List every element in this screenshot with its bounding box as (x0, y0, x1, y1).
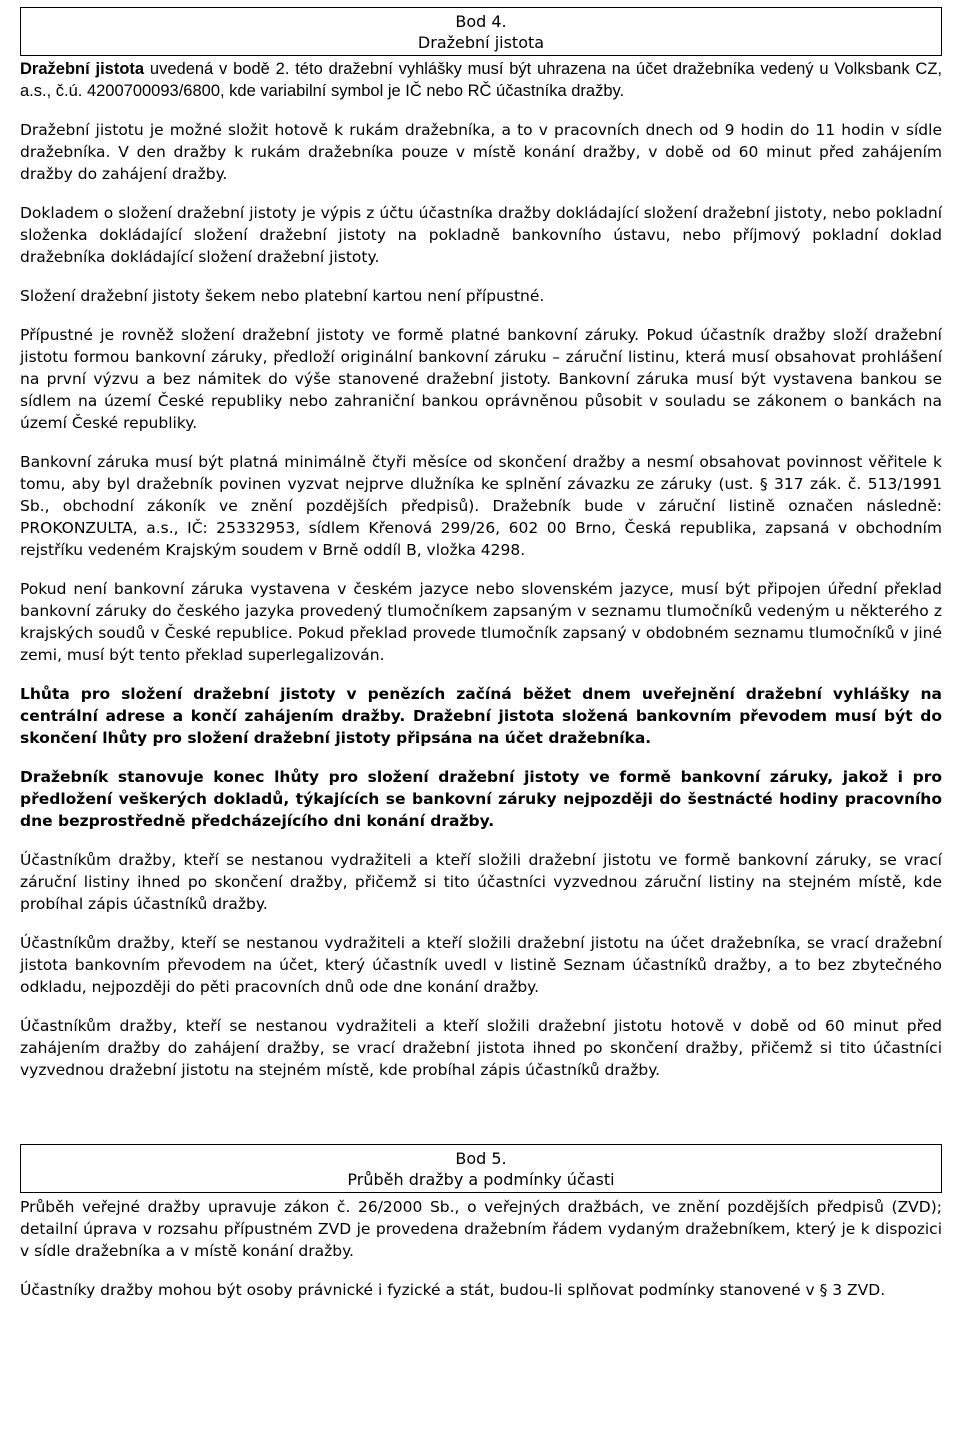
paragraph-guarantee-validity: Bankovní záruka musí být platná minimálně čtyři měsíce od skončení dražby a nesmí obsahovat povinnost věřitele k tomu, aby byl dražebník povinen vyzvat nejprve dlužníka ke splnění závazku ze záruky (ust. § 317 zák. č. 513/1991 Sb., obchodní zákoník ve znění pozdějších předpisů). Dražebník bude v záruční listině označen následně: PROKONZULTA, a.s., IČ: 25332953, sídlem Křenová 299/26, 602 00 Brno, Česká republika, zapsaná v obchodním rejstříku vedeném Krajským soudem v Brně oddíl B, vložka 4298. (20, 453, 942, 559)
document-page (20, 7, 942, 1301)
paragraph-bank-guarantee: Přípustné je rovněž složení dražební jistoty ve formě platné bankovní záruky. Pokud účastník dražby složí dražební jistotu formou bankovní záruky, předloží originální bankovní záruku – záruční listinu, která musí obsahovat prohlášení na první výzvu a bez námitek do výše stanovené dražební jistoty. Bankovní záruka musí být vystavena bankou se sídlem na území České republiky nebo zahraniční bankou oprávněnou působit v souladu se zákonem o bankách na území České republiky. (20, 326, 942, 432)
paragraph-text-continued: V den dražby k rukám dražebníka pouze v místě konání dražby, v době od 60 minut před zahájením dražby do zahájení dražby. (20, 143, 942, 183)
section-4-number: Bod 4. (455, 12, 507, 31)
paragraph-auction-law: Průběh veřejné dražby upravuje zákon č. 26/2000 Sb., o veřejných dražbách, ve znění pozdějších předpisů (ZVD); detailní úprava v rozsahu přípustném ZVD je provedena dražebním řádem vydaným dražebníkem, který je k dispozici v sídle dražebníka a v místě konání dražby. (20, 1198, 942, 1260)
paragraph-return-cash: Účastníkům dražby, kteří se nestanou vydražiteli a kteří složili dražební jistotu hotově v době od 60 minut před zahájením dražby do zahájení dražby, se vrací dražební jistota ihned po skončení dražby, přičemž si tito účastníci vyzvednou dražební jistotu na stejném místě, kde probíhal zápis účastníků dražby. (20, 1017, 942, 1079)
paragraph-text: uvedená v bodě 2. této dražební vyhlášky musí být uhrazena na účet dražebníka vedený u Volksbank CZ, a.s., č.ú. 4200700093/6800, kde variabilní symbol je IČ nebo RČ účastníka dražby. (20, 60, 942, 100)
bold-text: Lhůta pro složení dražební jistoty v penězích začíná běžet dnem uveřejnění dražební vyhlášky na centrální adrese a končí zahájením dražby. Dražební jistota složená bankovním převodem musí být do skončení lhůty pro složení dražební jistoty připsána na účet dražebníka. (20, 685, 942, 747)
paragraph-translation: Pokud není bankovní záruka vystavena v českém jazyce nebo slovenském jazyce, musí být připojen úřední překlad bankovní záruky do českého jazyka provedený tlumočníkem zapsaným v seznamu tlumočníků vedeným u některého z krajských soudů v České republice. Pokud překlad provede tlumočník zapsaný v obdobném seznamu tlumočníků v jiné zemi, musí být tento překlad superlegalizován. (20, 580, 942, 664)
paragraph-guarantee-deadline (20, 766, 942, 832)
paragraph-proof-of-deposit: Dokladem o složení dražební jistoty je výpis z účtu účastníka dražby dokládající složení dražební jistoty, nebo pokladní složenka dokládající složení dražební jistoty na pokladně bankovního ústavu, nebo příjmový pokladní doklad dražebníka dokládající složení dražební jistoty. (20, 204, 942, 266)
paragraph-participants: Účastníky dražby mohou být osoby právnické i fyzické a stát, budou-li splňovat podmínky stanovené v § 3 ZVD. (20, 1281, 886, 1299)
paragraph-payment-account (20, 59, 942, 102)
section-5-heading (20, 1144, 942, 1193)
section-5-number: Bod 5. (455, 1149, 507, 1168)
paragraph-cash-deposit (20, 119, 942, 185)
section-5-title: Průběh dražby a podmínky účasti (347, 1170, 615, 1189)
paragraph-return-transfer: Účastníkům dražby, kteří se nestanou vydražiteli a kteří složili dražební jistotu na účet dražebníka, se vrací dražební jistota bankovním převodem na účet, který účastník uvedl v listině Seznam účastníků dražby, a to bez zbytečného odkladu, nejpozději do pěti pracovních dnů ode dne konání dražby. (20, 934, 942, 996)
paragraph-return-guarantee: Účastníkům dražby, kteří se nestanou vydražiteli a kteří složili dražební jistotu ve formě bankovní záruky, se vrací záruční listiny ihned po skončení dražby, přičemž si tito účastníci vyzvednou záruční listiny na stejném místě, kde probíhal zápis účastníků dražby. (20, 851, 942, 913)
paragraph-text: Dražební jistotu je možné složit hotově k rukám dražebníka, a to v pracovních dnech od 9 hodin do 11 hodin v sídle dražebníka. (20, 121, 942, 161)
term-bold: Dražební jistota (20, 60, 145, 78)
section-4-title: Dražební jistota (417, 33, 545, 52)
paragraph-deposit-deadline (20, 683, 942, 749)
section-4-heading (20, 7, 942, 56)
section-gap (20, 1098, 942, 1144)
paragraph-cheque-not-allowed: Složení dražební jistoty šekem nebo platební kartou není přípustné. (20, 287, 545, 305)
bold-text: Dražebník stanovuje konec lhůty pro složení dražební jistoty ve formě bankovní záruky, jakož i pro předložení veškerých dokladů, týkajících se bankovní záruky nejpozději do šestnácté hodiny pracovního dne bezprostředně předcházejícího dni konání dražby. (20, 768, 942, 830)
